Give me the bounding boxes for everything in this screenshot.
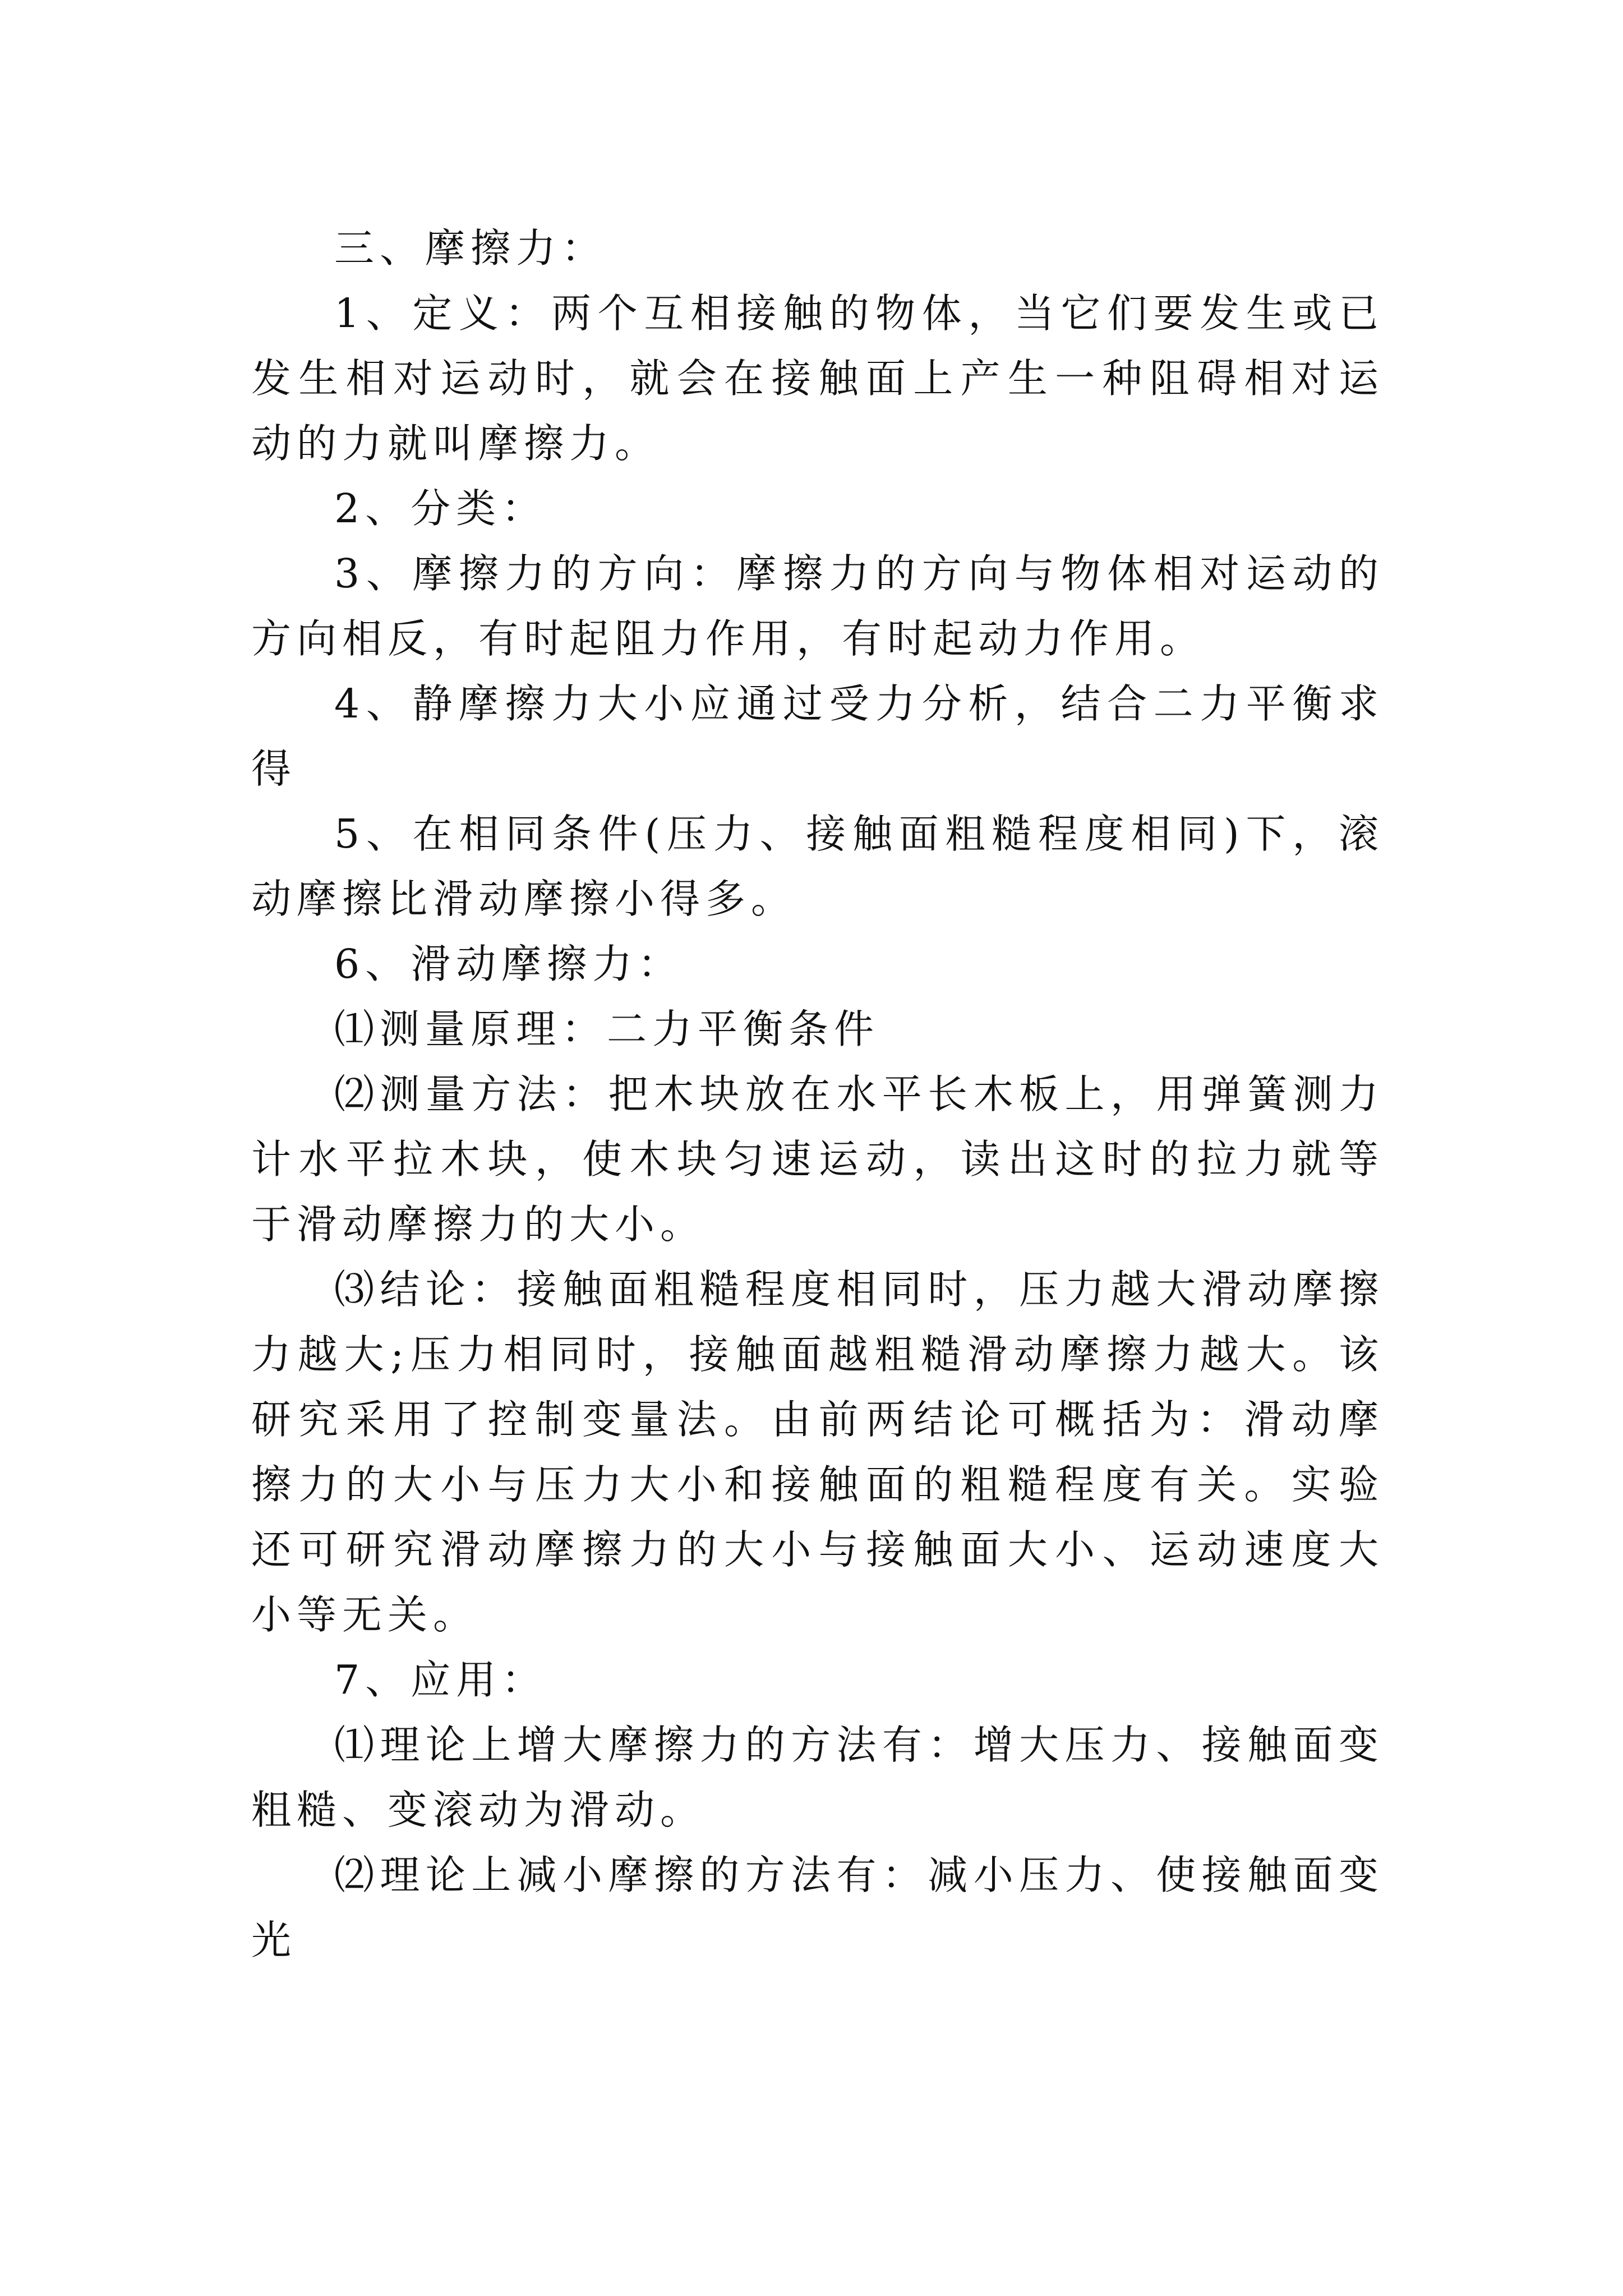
- paragraph-reduce-friction: ⑵理论上减小摩擦的方法有：减小压力、使接触面变光: [251, 1852, 1384, 1963]
- section-heading-friction: 三、摩擦力：: [334, 225, 607, 272]
- paragraph-sliding-friction: 6、滑动摩擦力：: [334, 941, 684, 987]
- document-body: [251, 216, 1384, 1973]
- paragraph-direction: 3、摩擦力的方向：摩擦力的方向与物体相对运动的方向相反，有时起阻力作用，有时起动力作用。: [251, 550, 1384, 662]
- paragraph-classification: 2、分类：: [334, 485, 547, 532]
- paragraph-static-friction: 4、静摩擦力大小应通过受力分析，结合二力平衡求得: [251, 680, 1384, 792]
- paragraph-conclusion: ⑶结论：接触面粗糙程度相同时，压力越大滑动摩擦力越大;压力相同时，接触面越粗糙滑动摩擦力越大。该研究采用了控制变量法。由前两结论可概括为：滑动摩擦力的大小与压力大小和接触面的粗糙程度有关。实验还可研究滑动摩擦力的大小与接触面大小、运动速度大小等无关。: [251, 1266, 1384, 1638]
- paragraph-measurement-method: ⑵测量方法：把木块放在水平长木板上，用弹簧测力计水平拉木块，使木块匀速运动，读出这时的拉力就等于滑动摩擦力的大小。: [251, 1071, 1384, 1248]
- paragraph-definition: 1、定义：两个互相接触的物体，当它们要发生或已发生相对运动时，就会在接触面上产生一种阻碍相对运动的力就叫摩擦力。: [251, 290, 1384, 467]
- paragraph-measurement-principle: ⑴测量原理：二力平衡条件: [334, 1006, 880, 1052]
- paragraph-increase-friction: ⑴理论上增大摩擦力的方法有：增大压力、接触面变粗糙、变滚动为滑动。: [251, 1722, 1384, 1833]
- paragraph-rolling-vs-sliding: 5、在相同条件(压力、接触面粗糙程度相同)下，滚动摩擦比滑动摩擦小得多。: [251, 811, 1384, 922]
- paragraph-applications: 7、应用：: [334, 1657, 547, 1703]
